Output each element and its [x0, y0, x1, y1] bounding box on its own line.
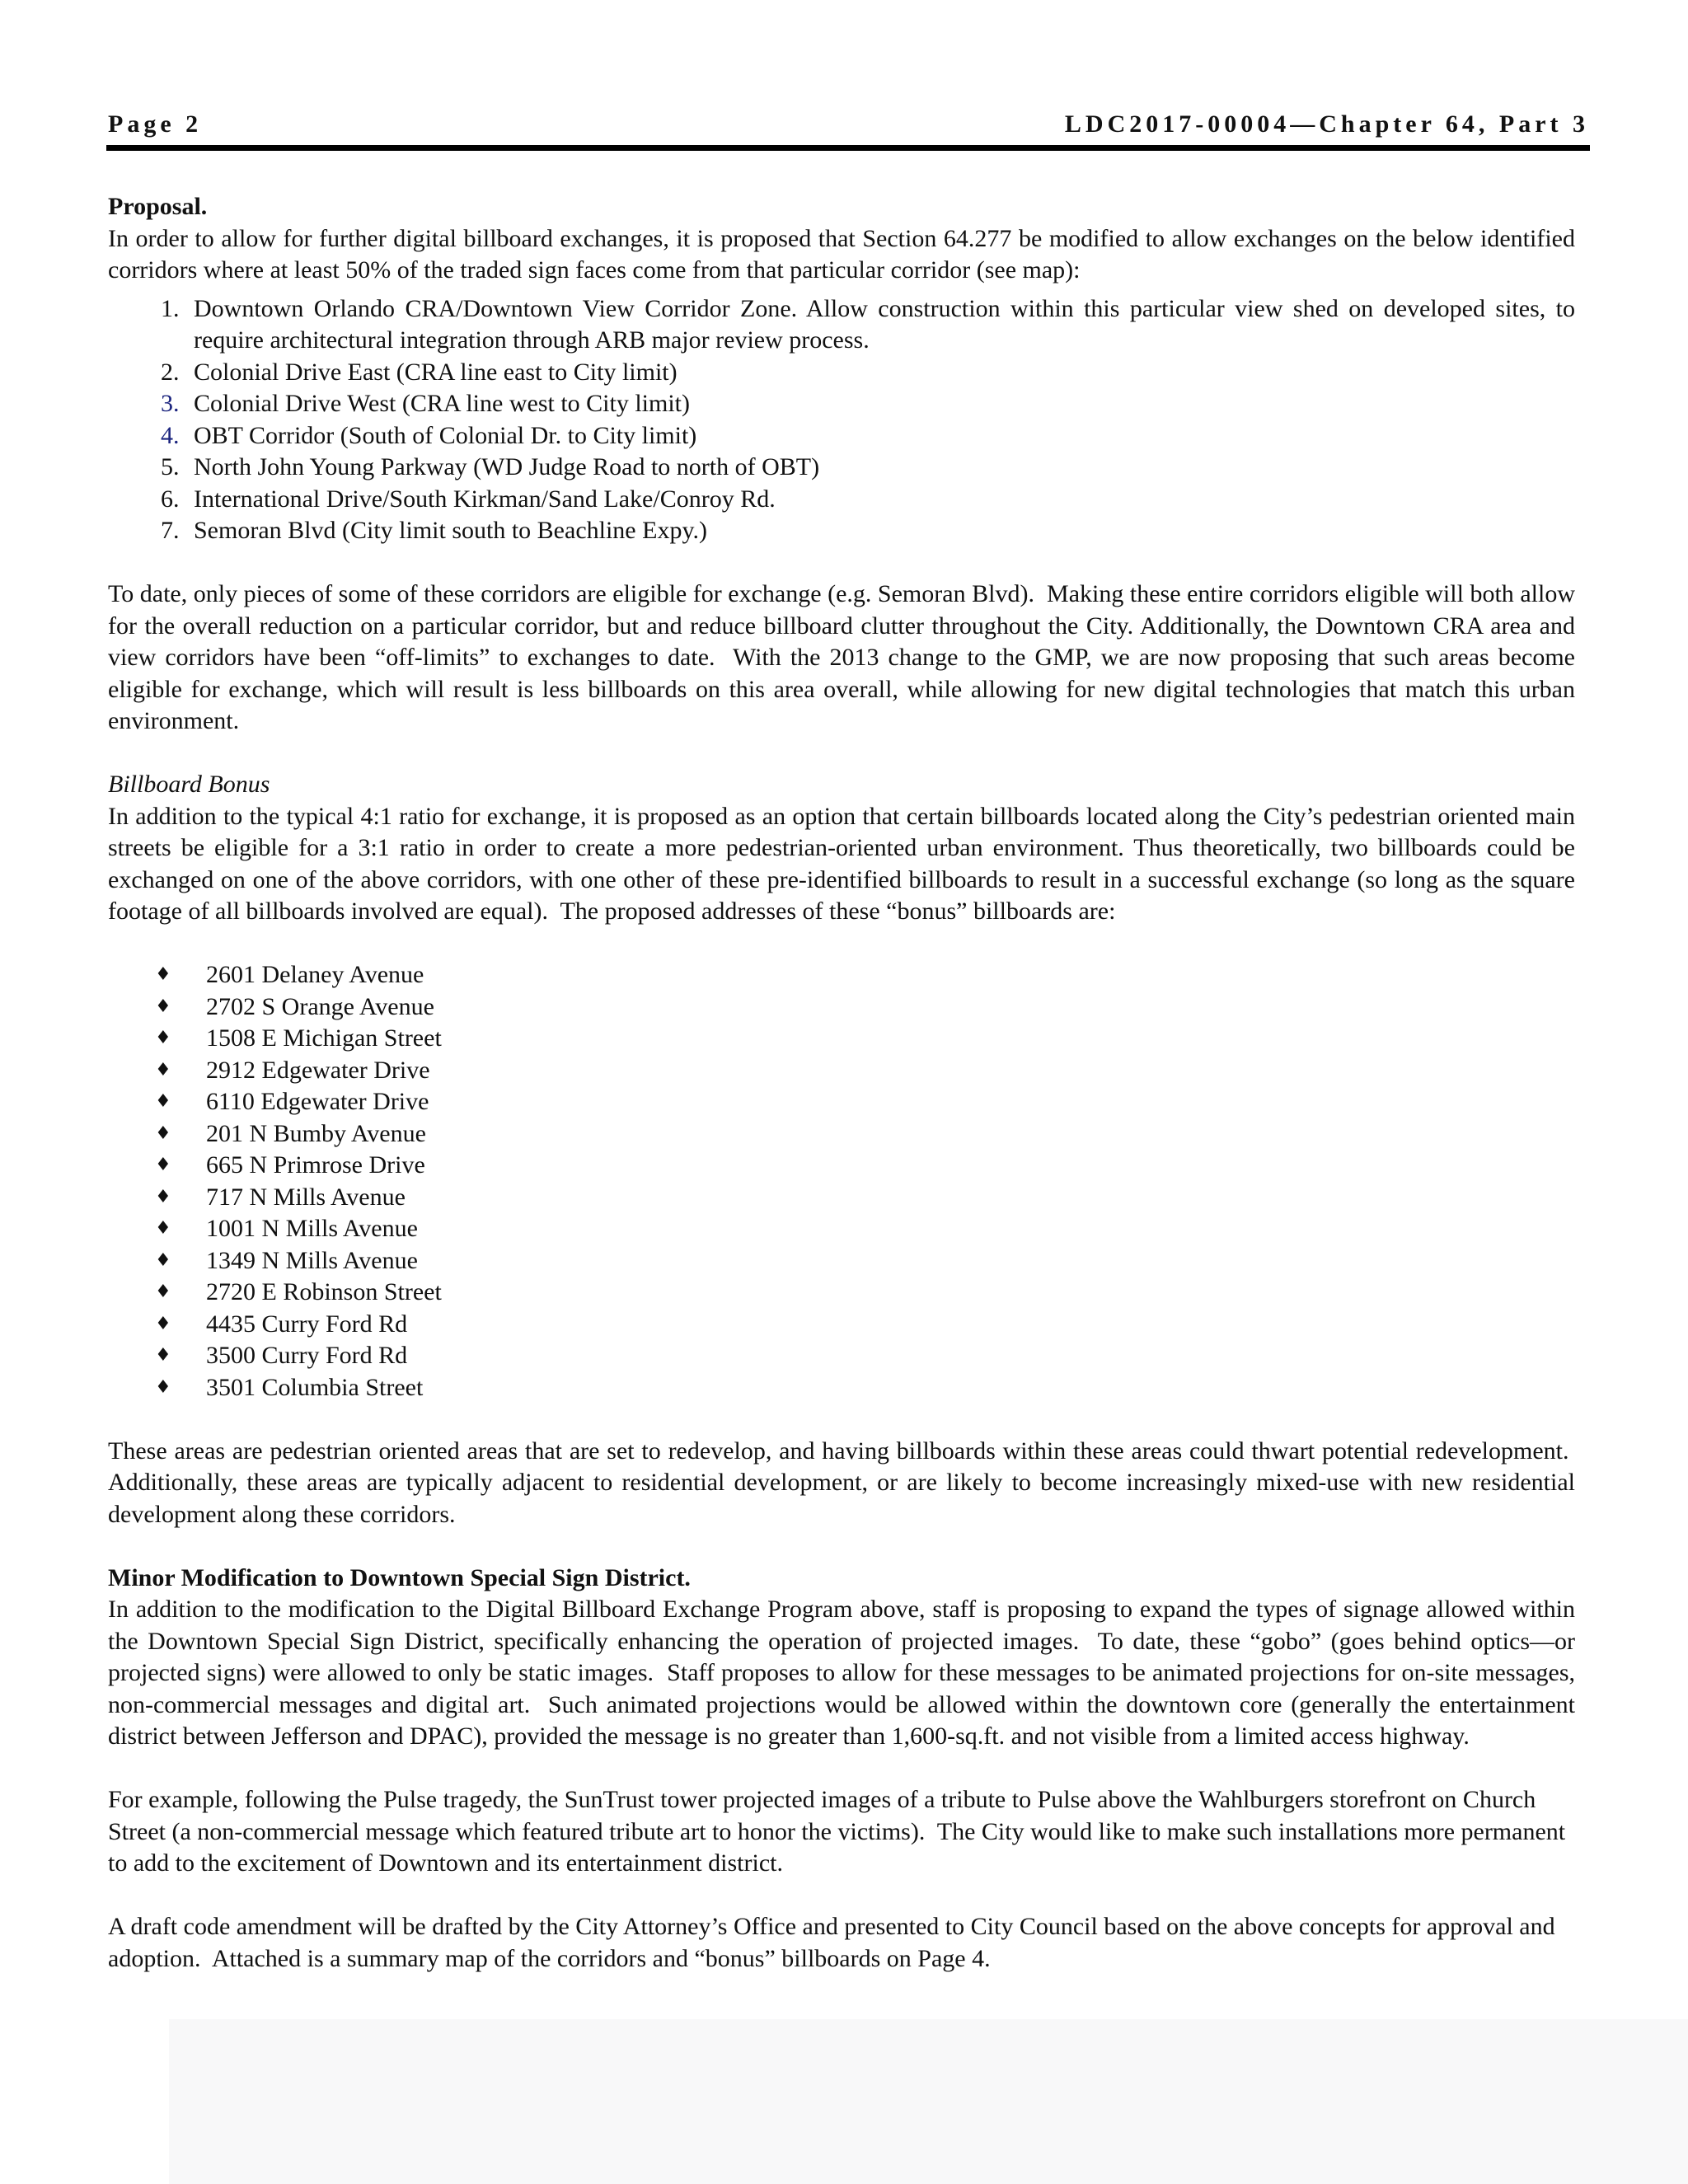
list-item — [155, 991, 1575, 1024]
billboard-bonus-heading: Billboard Bonus — [108, 771, 270, 798]
address-text: 1349 N Mills Avenue — [206, 1246, 418, 1274]
list-item — [161, 357, 1575, 389]
list-item — [155, 1372, 1575, 1404]
list-item-text: Downtown Orlando CRA/Downtown View Corridor Zone. Allow construction within this particular view shed on developed sites, to require architectural integration through ARB major review process. — [194, 294, 1575, 354]
minor-modification-heading: Minor Modification to Downtown Special Sign District. — [108, 1563, 691, 1591]
list-item — [155, 1023, 1575, 1055]
address-text: 2601 Delaney Avenue — [206, 961, 424, 988]
diamond-bullet-icon: ♦ — [155, 1282, 171, 1302]
list-item — [161, 515, 1575, 547]
list-number: 2. — [161, 358, 180, 386]
list-item — [155, 959, 1575, 991]
list-item — [161, 388, 1575, 420]
example-paragraph: For example, following the Pulse tragedy, the SunTrust tower projected images of a tribute to Pulse above the Wahlburgers storefront on Church Street (a non-commercial message which featured tribute art to honor the victims). The City would like to make such installations more permanent to add to the excitement of Downtown and its entertainment district. — [108, 1786, 1566, 1877]
diamond-bullet-icon: ♦ — [155, 996, 171, 1017]
list-number: 4. — [161, 421, 180, 449]
diamond-bullet-icon: ♦ — [155, 1313, 171, 1334]
diamond-bullet-icon: ♦ — [155, 1376, 171, 1398]
list-item — [161, 452, 1575, 484]
diamond-bullet-icon: ♦ — [155, 1091, 171, 1112]
address-text: 2702 S Orange Avenue — [206, 992, 434, 1020]
address-text: 4435 Curry Ford Rd — [206, 1310, 408, 1338]
list-item — [155, 1309, 1575, 1341]
list-item — [155, 1213, 1575, 1245]
list-number: 3. — [161, 390, 180, 417]
address-text: 717 N Mills Avenue — [206, 1183, 406, 1211]
pedestrian-areas-paragraph: These areas are pedestrian oriented areas that are set to redevelop, and having billboards within these areas could thwart potential redevelopment. Additionally, these areas are typically adjacent to residential development, or are likely to become increasingly mixed-use with new residential development along these corridors. — [108, 1436, 1575, 1528]
list-number: 7. — [161, 517, 180, 544]
list-item-text: North John Young Parkway (WD Judge Road to north of OBT) — [194, 453, 820, 480]
minor-modification-paragraph: In addition to the modification to the Digital Billboard Exchange Program above, staff is proposing to expand the types of signage allowed within the Downtown Special Sign District, specifically enhancing the operation of projected images. To date, these “gobo” (goes behind optics—or projected signs) were allowed to only be static images. Staff proposes to allow for these messages to be animated projections for on-site messages, non-commercial messages and digital art. Such animated projections would be allowed within the downtown core (generally the entertainment district between Jefferson and DPAC), provided the message is no greater than 1,600-sq.ft. and not visible from a limited access highway. — [108, 1596, 1575, 1750]
list-item-text: Colonial Drive West (CRA line west to City limit) — [194, 390, 691, 417]
address-text: 1508 E Michigan Street — [206, 1024, 442, 1052]
diamond-bullet-icon: ♦ — [155, 1186, 171, 1207]
diamond-bullet-icon: ♦ — [155, 964, 171, 985]
diamond-bullet-icon: ♦ — [155, 1155, 171, 1175]
list-item — [161, 420, 1575, 452]
diamond-bullet-icon: ♦ — [155, 1249, 171, 1271]
draft-amendment-paragraph: A draft code amendment will be drafted by the City Attorney’s Office and presented to City Council based on the above concepts for approval and adoption. Attached is a summary map of the corridors and “bonus” billboards on Page 4. — [108, 1913, 1555, 1972]
list-item — [155, 1086, 1575, 1118]
billboard-bonus-paragraph: In addition to the typical 4:1 ratio for exchange, it is proposed as an option that certain billboards located along the City’s pedestrian oriented main streets be eligible for a 3:1 ratio in order to create a more pedestrian-oriented urban environment. Thus theoretically, two billboards could be exchanged on one of the above corridors, with one other of these pre-identified billboards to result in a successful exchange (so long as the square footage of all billboards involved are equal). The proposed addresses of these “bonus” billboards are: — [108, 802, 1575, 925]
list-item — [155, 1277, 1575, 1309]
diamond-bullet-icon: ♦ — [155, 1059, 171, 1080]
diamond-bullet-icon: ♦ — [155, 1218, 171, 1239]
page-shade — [169, 2019, 1688, 2184]
list-item-text: International Drive/South Kirkman/Sand Lake/Conroy Rd. — [194, 485, 776, 513]
address-text: 201 N Bumby Avenue — [206, 1119, 426, 1147]
list-item — [155, 1055, 1575, 1087]
list-number: 1. — [161, 294, 180, 322]
address-text: 3501 Columbia Street — [206, 1373, 424, 1401]
diamond-bullet-icon: ♦ — [155, 1345, 171, 1366]
document-body — [108, 191, 1575, 1975]
address-text: 3500 Curry Ford Rd — [206, 1342, 408, 1369]
list-item-text: Colonial Drive East (CRA line east to City limit) — [194, 358, 678, 386]
proposal-intro: In order to allow for further digital billboard exchanges, it is proposed that Section 64.277 be modified to allow exchanges on the below identified corridors where at least 50% of the traded sign faces come from that particular corridor (see map): — [108, 224, 1575, 284]
address-text: 6110 Edgewater Drive — [206, 1088, 429, 1115]
diamond-bullet-icon: ♦ — [155, 1028, 171, 1048]
proposal-heading: Proposal. — [108, 193, 208, 220]
list-item — [155, 1182, 1575, 1214]
address-text: 1001 N Mills Avenue — [206, 1215, 418, 1242]
address-text: 2912 Edgewater Drive — [206, 1056, 430, 1084]
address-text: 665 N Primrose Drive — [206, 1151, 425, 1179]
diamond-bullet-icon: ♦ — [155, 1122, 171, 1144]
corridor-list — [108, 293, 1575, 547]
bonus-address-list — [108, 959, 1575, 1404]
list-number: 5. — [161, 453, 180, 480]
list-number: 6. — [161, 485, 180, 513]
list-item — [155, 1118, 1575, 1151]
list-item — [155, 1150, 1575, 1182]
list-item-text: Semoran Blvd (City limit south to Beachline Expy.) — [194, 517, 707, 544]
address-text: 2720 E Robinson Street — [206, 1278, 442, 1305]
list-item-text: OBT Corridor (South of Colonial Dr. to City limit) — [194, 421, 697, 449]
list-item — [161, 484, 1575, 516]
list-item — [155, 1340, 1575, 1372]
header-rule — [106, 145, 1590, 151]
page-header — [108, 110, 1589, 143]
list-item — [161, 293, 1575, 357]
page-number: Page 2 — [108, 110, 203, 138]
document-reference: LDC2017-00004—Chapter 64, Part 3 — [1064, 110, 1589, 138]
to-date-paragraph: To date, only pieces of some of these corridors are eligible for exchange (e.g. Semoran Blvd). Making these entire corridors eligible will both allow for the overall reduction on a particular corridor, but and reduce billboard clutter throughout the City. Additionally, the Downtown CRA area and view corridors have been “off-limits” to exchanges to date. With the 2013 change to the GMP, we are now proposing that such areas become eligible for exchange, which will result is less billboards on this area overall, while allowing for new digital technologies that match this urban environment. — [108, 580, 1575, 734]
list-item — [155, 1245, 1575, 1277]
